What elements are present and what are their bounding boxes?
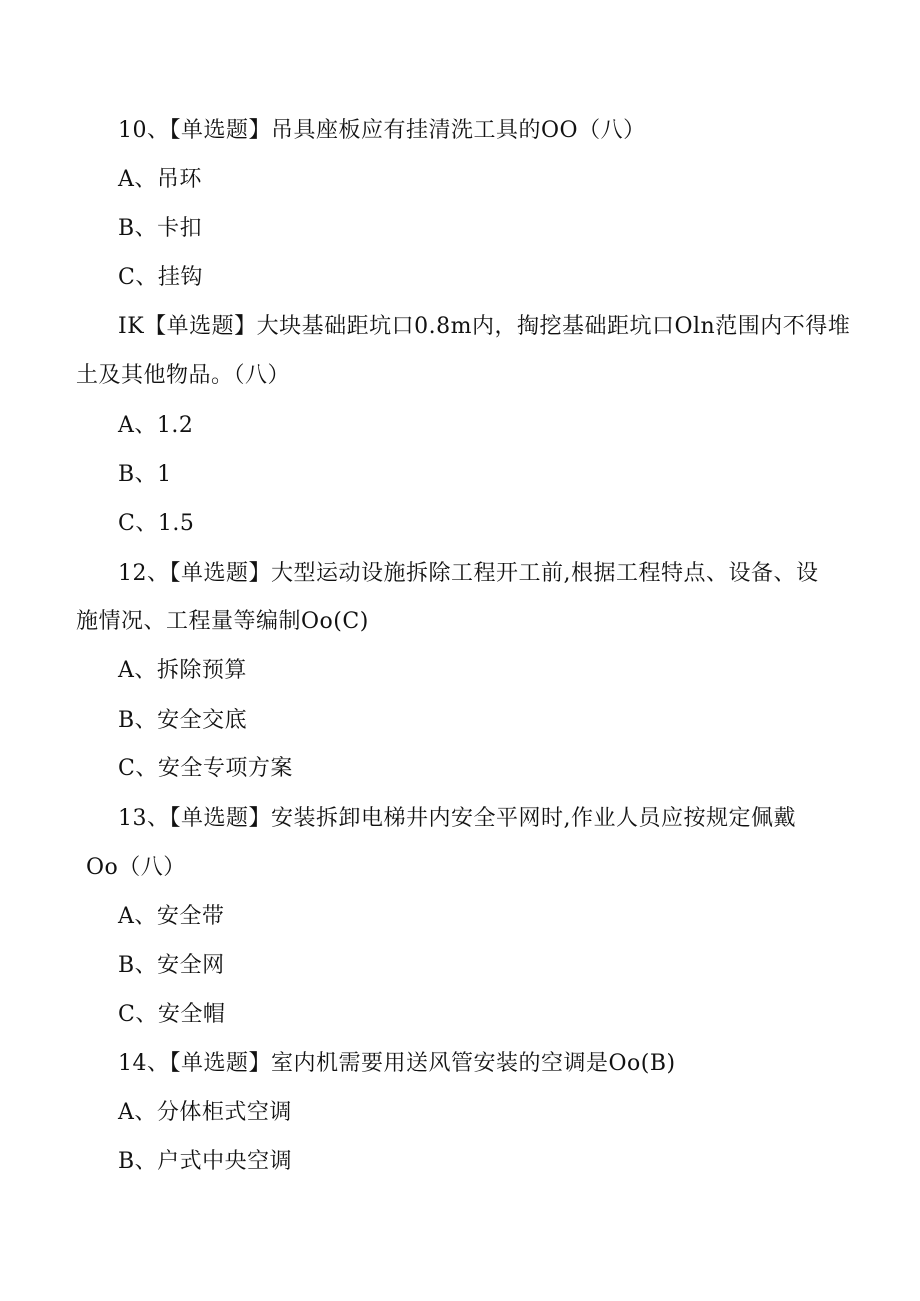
question-13-text: 13、【单选题】安装拆卸电梯井内安全平网时,作业人员应按规定佩戴	[118, 806, 796, 831]
question-10-option-c: C、挂钩	[118, 265, 203, 290]
question-11-option-a: A、1.2	[118, 413, 194, 438]
question-14-option-a: A、分体柜式空调	[118, 1100, 292, 1125]
question-13-option-b: B、安全网	[118, 953, 225, 978]
question-14-option-b: B、户式中央空调	[118, 1149, 293, 1174]
question-12-option-c: C、安全专项方案	[118, 756, 293, 781]
question-14-text: 14、【单选题】室内机需要用送风管安装的空调是Oo(B)	[118, 1051, 676, 1076]
question-10-text: 10、【单选题】吊具座板应有挂清洗工具的OO（八）	[118, 118, 646, 143]
question-11-option-b: B、1	[118, 462, 172, 487]
question-12-option-a: A、拆除预算	[118, 658, 247, 683]
question-12-text-cont: 施情况、工程量等编制Oo(C)	[76, 609, 369, 634]
question-13-option-c: C、安全帽	[118, 1002, 226, 1027]
question-11-text: IK【单选题】大块基础距坑口0.8m内，掏挖基础距坑口Oln范围内不得堆	[118, 314, 851, 339]
question-11-option-c: C、1.5	[118, 511, 195, 536]
question-10-option-a: A、吊环	[118, 167, 202, 192]
question-12-text: 12、【单选题】大型运动设施拆除工程开工前,根据工程特点、设备、设	[118, 561, 819, 586]
question-13-text-cont: Oo（八）	[86, 855, 186, 880]
question-11-text-cont: 土及其他物品。（八）	[76, 363, 291, 388]
question-13-option-a: A、安全带	[118, 904, 225, 929]
question-12-option-b: B、安全交底	[118, 708, 248, 733]
question-10-option-b: B、卡扣	[118, 216, 203, 241]
